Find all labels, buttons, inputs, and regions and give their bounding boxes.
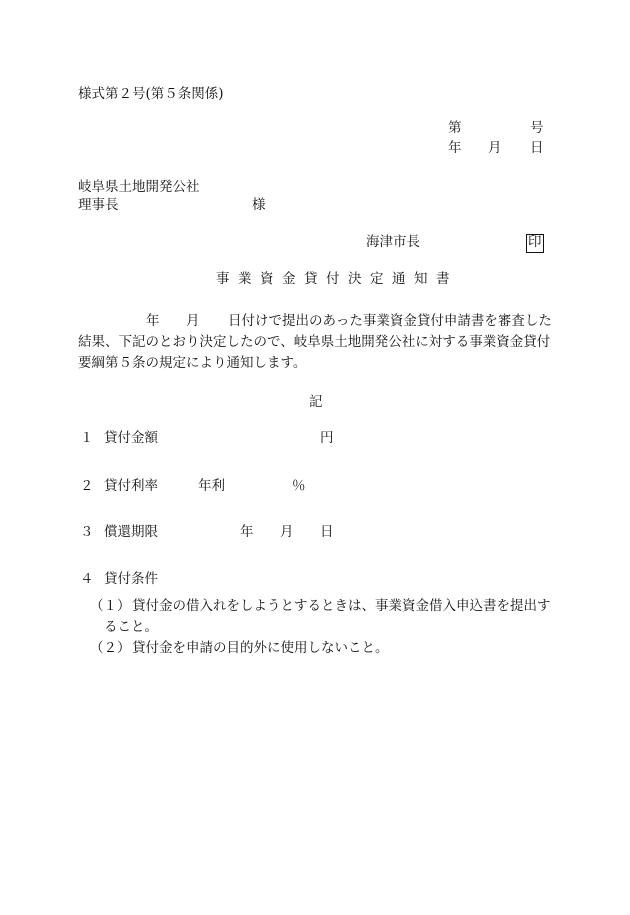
condition-1-line2: ること。 [104, 619, 158, 635]
doc-number-prefix: 第 [448, 120, 462, 136]
condition-1-number: （１） [90, 598, 131, 614]
date-month: 月 [488, 140, 502, 156]
item-4-number: ４ [80, 571, 94, 587]
item-3-month: 月 [280, 524, 294, 540]
item-1-label: 貸付金額 [104, 430, 158, 446]
date-year: 年 [448, 140, 462, 156]
addressee-title: 理事長 [78, 197, 119, 213]
form-label: 様式第２号(第５条関係) [78, 86, 224, 102]
body-year: 年 [146, 313, 160, 329]
body-line1-rest: 日付けで提出のあった事業資金貸付申請書を審査した [228, 313, 552, 329]
body-line2: 結果、下記のとおり決定したので、岐阜県土地開発公社に対する事業資金貸付 [78, 334, 551, 350]
condition-1-line1: 貸付金の借入れをしようとするときは、事業資金借入申込書を提出す [132, 598, 551, 614]
item-2-number: ２ [80, 478, 94, 494]
addressee-honorific: 様 [252, 197, 266, 213]
item-3-year: 年 [240, 524, 254, 540]
ki-heading: 記 [309, 394, 323, 410]
seal-mark: 印 [526, 234, 544, 253]
item-2-label: 貸付利率 [104, 478, 158, 494]
sender-name: 海津市長 [366, 234, 420, 250]
item-1-unit: 円 [320, 430, 334, 446]
condition-2-text: 貸付金を申請の目的外に使用しないこと。 [132, 640, 389, 656]
item-1-number: １ [80, 430, 94, 446]
document-title: 事業資金貸付決定通知書 [216, 271, 458, 287]
doc-number-suffix: 号 [530, 120, 544, 136]
item-3-number: ３ [80, 524, 94, 540]
item-3-day: 日 [320, 524, 334, 540]
item-2-mid: 年利 [198, 478, 225, 494]
date-day: 日 [530, 140, 544, 156]
condition-2-number: （２） [90, 640, 131, 656]
item-2-unit: ％ [292, 478, 306, 494]
body-month: 月 [186, 313, 200, 329]
body-line3: 要綱第５条の規定により通知します。 [78, 355, 307, 371]
addressee-org: 岐阜県土地開発公社 [78, 179, 200, 195]
item-3-label: 償還期限 [104, 524, 158, 540]
item-4-label: 貸付条件 [104, 571, 158, 587]
